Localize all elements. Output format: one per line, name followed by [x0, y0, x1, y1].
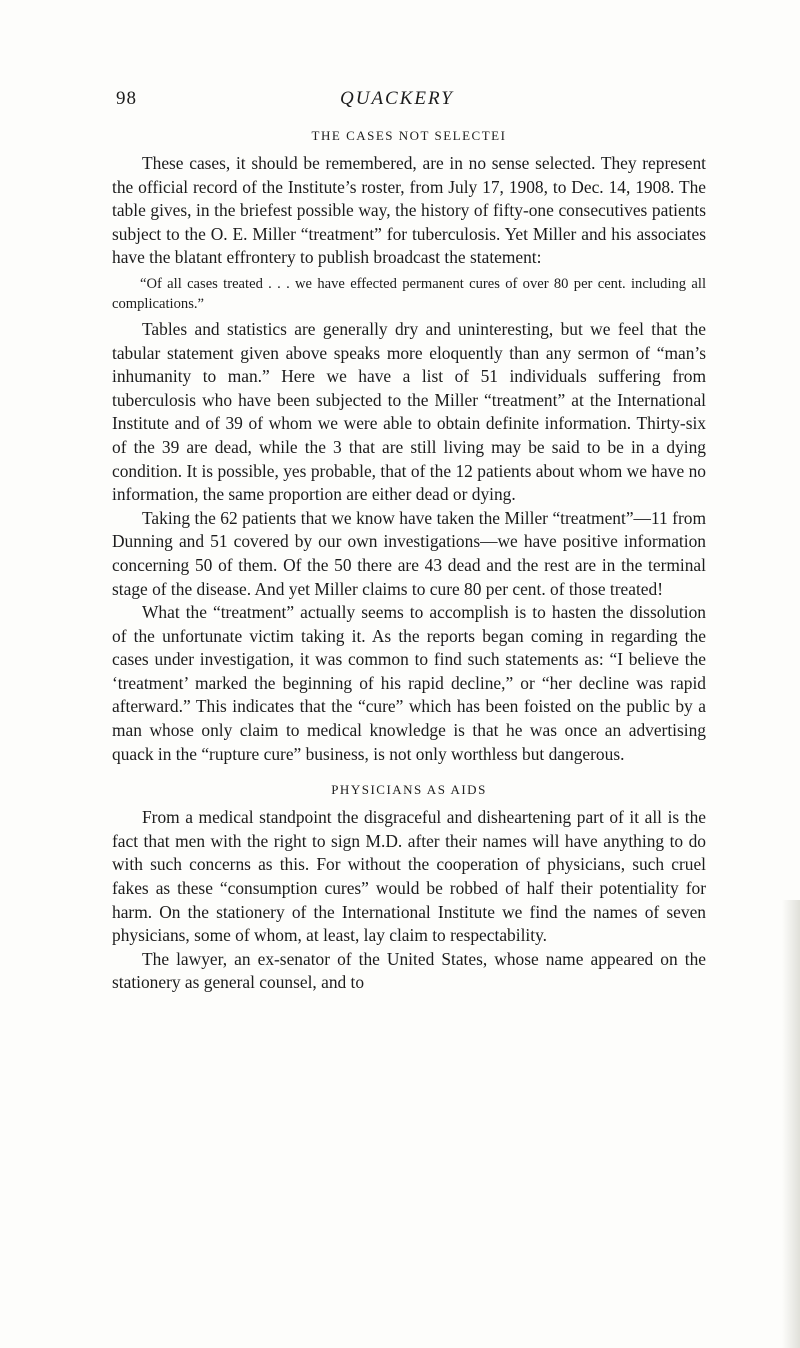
page-number: 98	[116, 88, 137, 109]
page-edge-shadow	[782, 900, 800, 1348]
section-heading-physicians: PHYSICIANS AS AIDS	[331, 782, 487, 798]
section-heading-cases: THE CASES NOT SELECTEI	[311, 128, 507, 143]
running-title: QUACKERY	[340, 88, 454, 109]
paragraph: These cases, it should be remembered, are in no sense selected. They represent the official record of the Institute’s roster, from July 17, 1908, to Dec. 14, 1908. The table gives, in the briefest possible way, the history of fifty-one consecutives patients subject to the O. E. Miller “treatment” for tuberculosis. Yet Miller and his associates have the blatant effrontery to publish broadcast the statement:	[112, 153, 706, 268]
paragraph: Tables and statistics are generally dry and uninteresting, but we feel that the tabular statement given above speaks more eloquently than any sermon of “man’s inhumanity to man.” Here we have a list of 51 individuals suffering from tuberculosis who have been subjected to the Miller “treatment” at the International Institute and of 39 of whom we were able to obtain definite information. Thirty-six of the 39 are dead, while the 3 that are still living may be said to be in a dying condition. It is possible, yes probable, that of the 12 patients about whom we have no information, the same proportion are either dead or dying.	[112, 318, 706, 505]
paragraph: Taking the 62 patients that we know have taken the Miller “treatment”—11 from Dunning and 51 covered by our own investigations—we have positive information concerning 50 of them. Of the 50 there are 43 dead and the rest are in the terminal stage of the disease. And yet Miller claims to cure 80 per cent. of those treated!	[112, 507, 706, 599]
paragraph: From a medical standpoint the disgraceful and disheartening part of it all is the fact that men with the right to sign M.D. after their names will have anything to do with such concerns as this. For without the cooperation of physicians, such cruel fakes as these “consumption cures” would be robbed of half their potentiality for harm. On the stationery of the International Institute we find the names of seven physicians, some of whom, at least, lay claim to respectability.	[112, 807, 706, 946]
paragraph: The lawyer, an ex-senator of the United States, whose name appeared on the stationery as general counsel, and to	[112, 948, 706, 993]
block-quote: “Of all cases treated . . . we have effected permanent cures of over 80 per cent. including all complications.”	[112, 275, 706, 312]
paragraph: What the “treatment” actually seems to accomplish is to hasten the dissolution of the unfortunate victim taking it. As the reports began coming in regarding the cases under investigation, it was common to find such statements as: “I believe the ‘treatment’ marked the beginning of his rapid decline,” or “her decline was rapid afterward.” This indicates that the “cure” which has been foisted on the public by a man whose only claim to medical knowledge is that he was once an advertising quack in the “rupture cure” business, is not only worthless but dangerous.	[112, 602, 706, 764]
running-head	[0, 88, 800, 118]
page-body	[112, 126, 706, 995]
